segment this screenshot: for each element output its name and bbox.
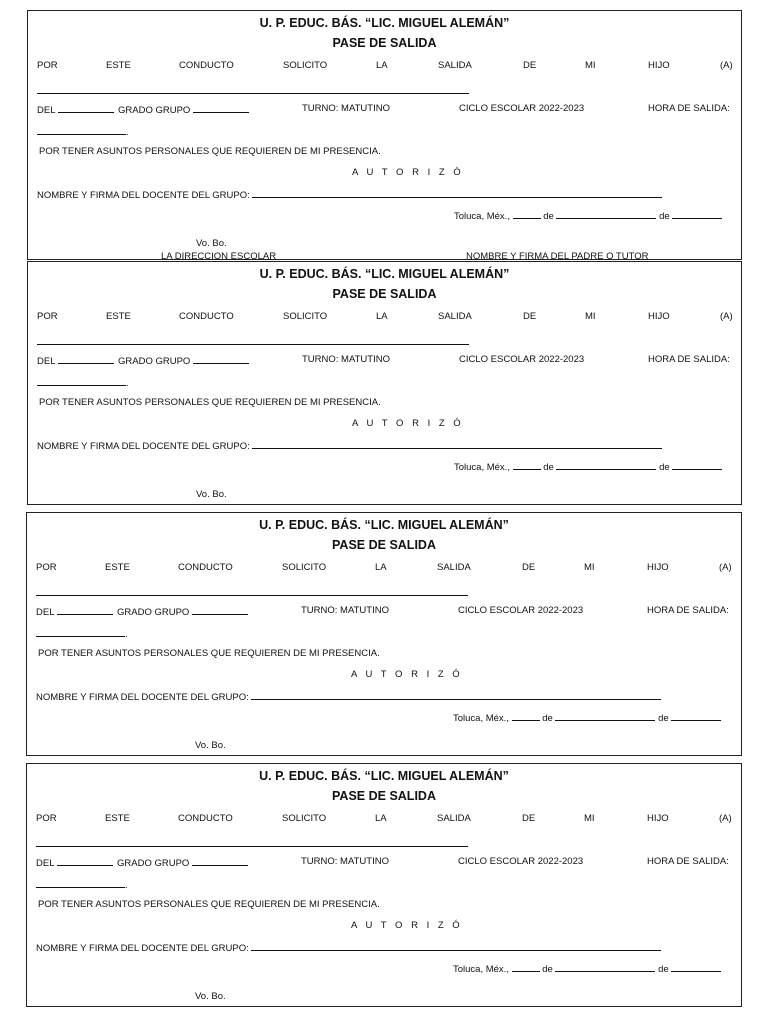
grade-blank[interactable] (57, 856, 113, 866)
docente-label: NOMBRE Y FIRMA DEL DOCENTE DEL GRUPO: (37, 188, 662, 201)
word-la: LA (376, 311, 388, 322)
docente-label: NOMBRE Y FIRMA DEL DOCENTE DEL GRUPO: (36, 690, 661, 703)
year-blank[interactable] (671, 962, 721, 972)
word-hijo: HIJO (647, 562, 669, 573)
date-line: Toluca, Méx., de de (453, 962, 721, 975)
word-conducto: CONDUCTO (178, 813, 233, 824)
word-de: DE (522, 813, 536, 824)
del-label: DEL (37, 354, 114, 367)
year-blank[interactable] (672, 209, 722, 219)
hora-blank[interactable] (37, 376, 126, 386)
grado-grupo-label: GRADO GRUPO (117, 856, 248, 869)
vobo-label: Vo. Bo. (195, 740, 226, 751)
reason-text: POR TENER ASUNTOS PERSONALES QUE REQUIEREN DE MI PRESENCIA. (38, 899, 380, 910)
grado-grupo-label: GRADO GRUPO (118, 103, 249, 116)
child-name-line[interactable] (37, 344, 469, 345)
word-por: POR (37, 311, 58, 322)
group-blank[interactable] (192, 856, 248, 866)
hora-blank-row: . (37, 376, 129, 389)
word-por: POR (37, 60, 58, 71)
grade-blank[interactable] (58, 103, 114, 113)
word-mi: MI (584, 813, 595, 824)
word-mi: MI (585, 311, 596, 322)
word-mi: MI (585, 60, 596, 71)
turno-label: TURNO: MATUTINO (302, 103, 390, 114)
date-line: Toluca, Méx., de de (454, 460, 722, 473)
pass-heading: PASE DE SALIDA (332, 789, 436, 803)
year-blank[interactable] (671, 711, 721, 721)
year-blank[interactable] (672, 460, 722, 470)
vobo-label: Vo. Bo. (195, 991, 226, 1002)
docente-signature-blank[interactable] (251, 941, 661, 951)
child-name-line[interactable] (37, 93, 469, 94)
reason-text: POR TENER ASUNTOS PERSONALES QUE REQUIEREN DE MI PRESENCIA. (38, 648, 380, 659)
hora-label: HORA DE SALIDA: (647, 605, 729, 616)
month-blank[interactable] (555, 962, 655, 972)
hora-blank[interactable] (36, 627, 125, 637)
hora-blank[interactable] (36, 878, 125, 888)
ciclo-label: CICLO ESCOLAR 2022-2023 (458, 856, 584, 867)
school-name: U. P. EDUC. BÁS. “LIC. MIGUEL ALEMÁN” (259, 267, 510, 281)
date-line: Toluca, Méx., de de (453, 711, 721, 724)
autorizo-label: A U T O R I Z Ó (351, 669, 463, 680)
pass-heading: PASE DE SALIDA (332, 36, 437, 50)
hora-label: HORA DE SALIDA: (647, 856, 729, 867)
word-salida: SALIDA (438, 311, 472, 322)
word-hijo: HIJO (648, 60, 670, 71)
exit-pass-card (27, 10, 742, 260)
vobo-label: Vo. Bo. (196, 238, 227, 249)
docente-signature-blank[interactable] (251, 690, 661, 700)
day-blank[interactable] (513, 460, 541, 470)
date-line: Toluca, Méx., de de (454, 209, 722, 222)
hora-blank-row: . (36, 878, 128, 891)
word-salida: SALIDA (437, 813, 471, 824)
word-conducto: CONDUCTO (179, 311, 234, 322)
word-salida: SALIDA (437, 562, 471, 573)
reason-text: POR TENER ASUNTOS PERSONALES QUE REQUIEREN DE MI PRESENCIA. (39, 146, 381, 157)
direccion-label: LA DIRECCION ESCOLAR (161, 251, 277, 260)
ciclo-label: CICLO ESCOLAR 2022-2023 (459, 354, 585, 365)
reason-text: POR TENER ASUNTOS PERSONALES QUE REQUIEREN DE MI PRESENCIA. (39, 397, 381, 408)
ciclo-label: CICLO ESCOLAR 2022-2023 (459, 103, 585, 114)
group-blank[interactable] (193, 354, 249, 364)
docente-signature-blank[interactable] (252, 439, 662, 449)
word-conducto: CONDUCTO (178, 562, 233, 573)
word-de: DE (522, 562, 536, 573)
hora-label: HORA DE SALIDA: (648, 354, 730, 365)
word-la: LA (376, 60, 388, 71)
word-este: ESTE (106, 311, 131, 322)
month-blank[interactable] (556, 460, 656, 470)
grado-grupo-label: GRADO GRUPO (117, 605, 248, 618)
school-name: U. P. EDUC. BÁS. “LIC. MIGUEL ALEMÁN” (259, 769, 509, 783)
pass-heading: PASE DE SALIDA (332, 538, 436, 552)
word-solicito: SOLICITO (282, 813, 327, 824)
group-blank[interactable] (193, 103, 249, 113)
docente-label: NOMBRE Y FIRMA DEL DOCENTE DEL GRUPO: (36, 941, 661, 954)
hora-blank[interactable] (37, 125, 126, 135)
word-de: DE (523, 60, 537, 71)
autorizo-label: A U T O R I Z Ó (352, 418, 464, 429)
word-por: POR (36, 562, 57, 573)
grade-blank[interactable] (58, 354, 114, 364)
month-blank[interactable] (556, 209, 656, 219)
hora-blank-row: . (37, 125, 129, 138)
school-name: U. P. EDUC. BÁS. “LIC. MIGUEL ALEMÁN” (259, 16, 510, 30)
word-mi: MI (584, 562, 595, 573)
autorizo-label: A U T O R I Z Ó (351, 920, 463, 931)
hora-blank-row: . (36, 627, 128, 640)
docente-signature-blank[interactable] (252, 188, 662, 198)
turno-label: TURNO: MATUTINO (301, 605, 389, 616)
word-este: ESTE (105, 813, 130, 824)
word-solicito: SOLICITO (283, 311, 328, 322)
turno-label: TURNO: MATUTINO (301, 856, 389, 867)
word-hijo: HIJO (648, 311, 670, 322)
del-label: DEL (37, 103, 114, 116)
docente-label: NOMBRE Y FIRMA DEL DOCENTE DEL GRUPO: (37, 439, 662, 452)
word-de: DE (523, 311, 537, 322)
word-la: LA (375, 562, 387, 573)
word-salida: SALIDA (438, 60, 472, 71)
school-name: U. P. EDUC. BÁS. “LIC. MIGUEL ALEMÁN” (259, 518, 509, 532)
word-a: (A) (719, 562, 732, 573)
word-solicito: SOLICITO (282, 562, 327, 573)
child-name-line[interactable] (36, 846, 468, 847)
month-blank[interactable] (555, 711, 655, 721)
word-a: (A) (720, 60, 733, 71)
padre-label: NOMBRE Y FIRMA DEL PADRE O TUTOR (466, 251, 649, 260)
word-este: ESTE (105, 562, 130, 573)
grado-grupo-label: GRADO GRUPO (118, 354, 249, 367)
word-a: (A) (719, 813, 732, 824)
word-por: POR (36, 813, 57, 824)
exit-pass-card (26, 763, 742, 1007)
word-este: ESTE (106, 60, 131, 71)
day-blank[interactable] (512, 711, 540, 721)
ciclo-label: CICLO ESCOLAR 2022-2023 (458, 605, 584, 616)
del-label: DEL (36, 856, 113, 869)
turno-label: TURNO: MATUTINO (302, 354, 390, 365)
autorizo-label: A U T O R I Z Ó (352, 167, 464, 178)
pass-heading: PASE DE SALIDA (332, 287, 437, 301)
day-blank[interactable] (513, 209, 541, 219)
word-a: (A) (720, 311, 733, 322)
exit-pass-card (26, 512, 742, 756)
word-la: LA (375, 813, 387, 824)
child-name-line[interactable] (36, 595, 468, 596)
group-blank[interactable] (192, 605, 248, 615)
del-label: DEL (36, 605, 113, 618)
word-hijo: HIJO (647, 813, 669, 824)
grade-blank[interactable] (57, 605, 113, 615)
hora-label: HORA DE SALIDA: (648, 103, 730, 114)
word-solicito: SOLICITO (283, 60, 328, 71)
word-conducto: CONDUCTO (179, 60, 234, 71)
day-blank[interactable] (512, 962, 540, 972)
exit-pass-card (27, 261, 742, 505)
vobo-label: Vo. Bo. (196, 489, 227, 500)
